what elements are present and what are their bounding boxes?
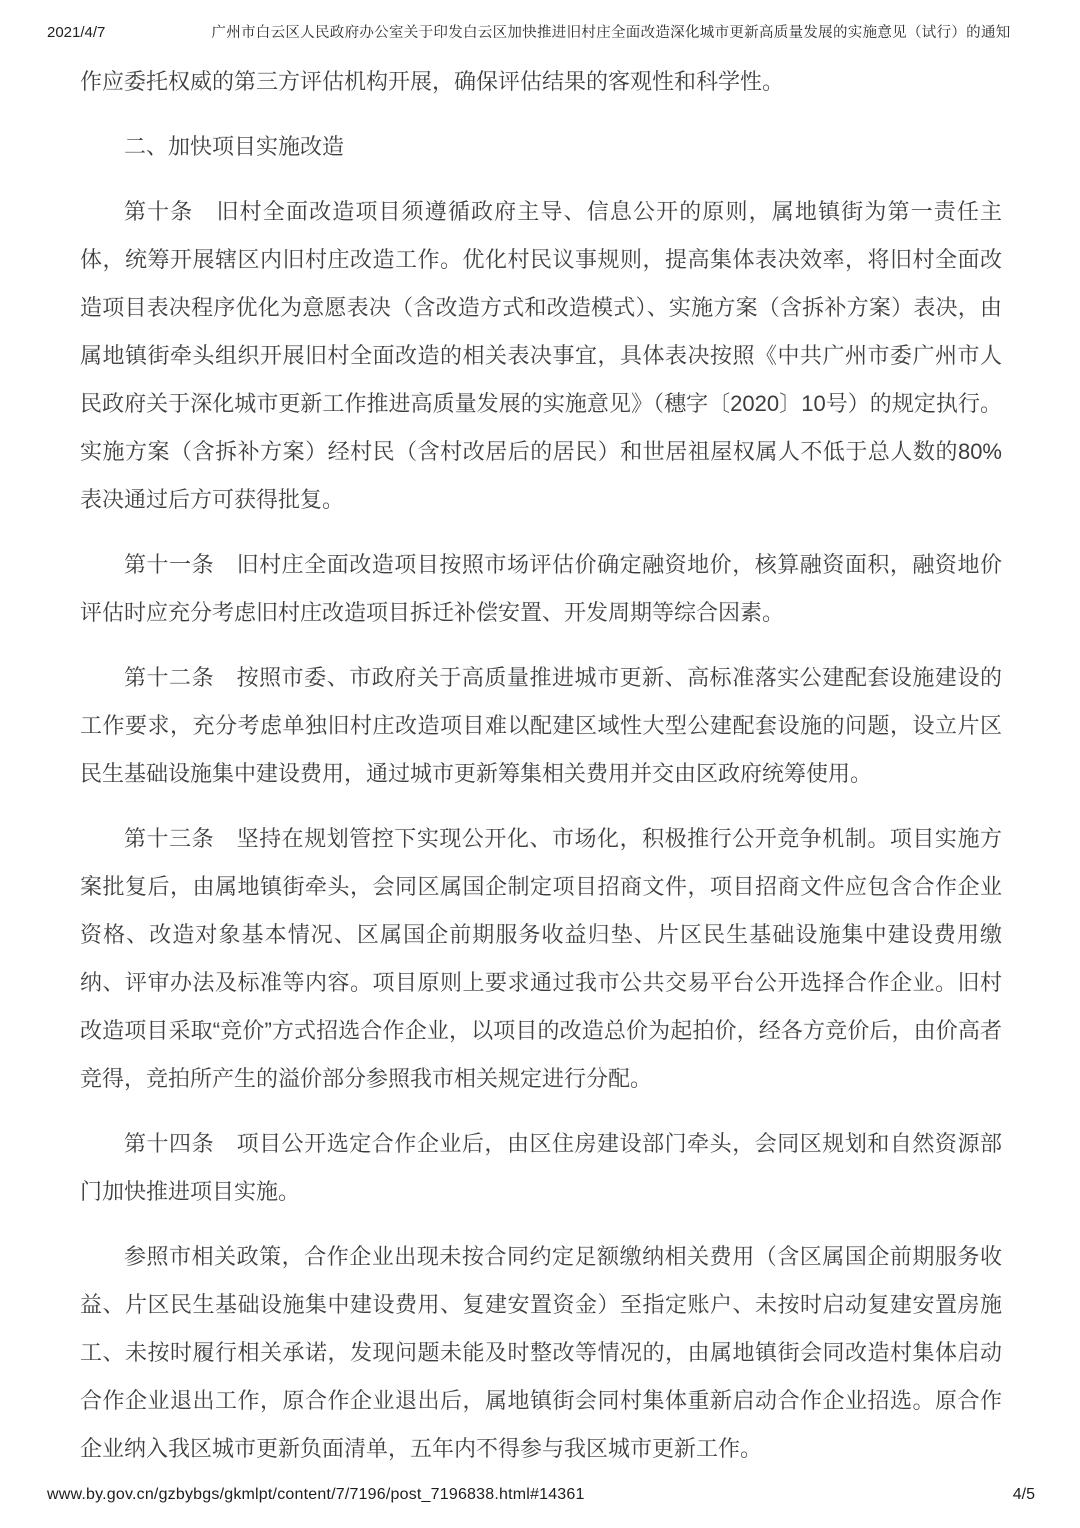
page-footer (47, 1486, 1035, 1504)
body-paragraph: 第十三条 坚持在规划管控下实现公开化、市场化，积极推行公开竞争机制。项目实施方案批复后，由属地镇街牵头，会同区属国企制定项目招商文件，项目招商文件应包含合作企业资格、改造对象基本情况、区属国企前期服务收益归垫、片区民生基础设施集中建设费用缴纳、评审办法及标准等内容。项目原则上要求通过我市公共交易平台公开选择合作企业。旧村改造项目采取“竞价”方式招选合作企业，以项目的改造总价为起拍价，经各方竞价后，由价高者竞得，竞拍所产生的溢价部分参照我市相关规定进行分配。 (80, 825, 1002, 1091)
footer-source-url: www.by.gov.cn/gzbybgs/gkmlpt/content/7/7196/post_7196838.html#14361 (47, 1486, 585, 1503)
page-header (0, 0, 1080, 44)
document-body (80, 58, 1002, 1473)
body-paragraph: 作应委托权威的第三方评估机构开展，确保评估结果的客观性和科学性。 (80, 68, 785, 94)
page-number: 4/5 (1012, 1486, 1035, 1503)
body-paragraph: 第十条 旧村全面改造项目须遵循政府主导、信息公开的原则，属地镇街为第一责任主体，统筹开展辖区内旧村庄改造工作。优化村民议事规则，提高集体表决效率，将旧村全面改造项目表决程序优化为意愿表决（含改造方式和改造模式）、实施方案（含拆补方案）表决，由属地镇街牵头组织开展旧村全面改造的相关表决事宜，具体表决按照《中共广州市委广州市人民政府关于深化城市更新工作推进高质量发展的实施意见》（穗字〔2020〕10号）的规定执行。实施方案（含拆补方案）经村民（含村改居后的居民）和世居祖屋权属人不低于总人数的80%表决通过后方可获得批复。 (80, 198, 1002, 512)
body-paragraph: 第十四条 项目公开选定合作企业后，由区住房建设部门牵头，会同区规划和自然资源部门加快推进项目实施。 (80, 1130, 1002, 1204)
print-date: 2021/4/7 (47, 24, 106, 41)
document-header-title: 广州市白云区人民政府办公室关于印发白云区加快推进旧村庄全面改造深化城市更新高质量发展的实施意见（试行）的通知 (211, 25, 1011, 41)
body-paragraph: 第十一条 旧村庄全面改造项目按照市场评估价确定融资地价，核算融资面积，融资地价评估时应充分考虑旧村庄改造项目拆迁补偿安置、开发周期等综合因素。 (80, 551, 1002, 625)
body-paragraph: 参照市相关政策，合作企业出现未按合同约定足额缴纳相关费用（含区属国企前期服务收益、片区民生基础设施集中建设费用、复建安置资金）至指定账户、未按时启动复建安置房施工、未按时履行相关承诺，发现问题未能及时整改等情况的，由属地镇街会同改造村集体启动合作企业退出工作，原合作企业退出后，属地镇街会同村集体重新启动合作企业招选。原合作企业纳入我区城市更新负面清单，五年内不得参与我区城市更新工作。 (80, 1243, 1002, 1461)
body-paragraph: 第十二条 按照市委、市政府关于高质量推进城市更新、高标准落实公建配套设施建设的工作要求，充分考虑单独旧村庄改造项目难以配建区域性大型公建配套设施的问题，设立片区民生基础设施集中建设费用，通过城市更新筹集相关费用并交由区政府统筹使用。 (80, 664, 1002, 786)
section-heading: 二、加快项目实施改造 (124, 133, 345, 159)
